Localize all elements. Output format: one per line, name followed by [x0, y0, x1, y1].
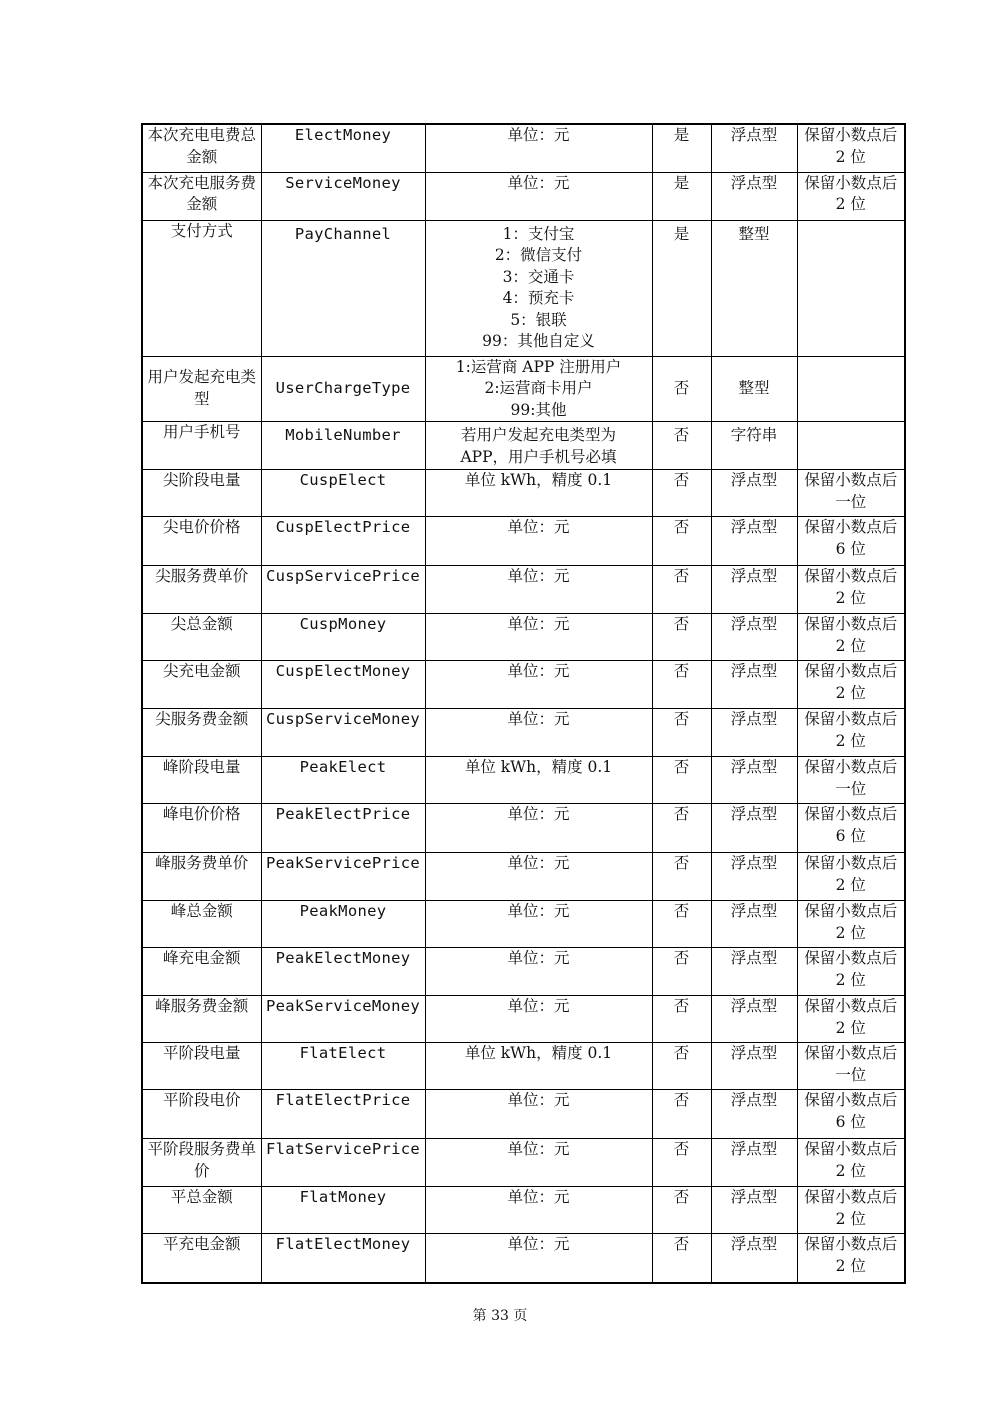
field-code-cell: PeakElect — [261, 757, 425, 804]
field-code-cell: FlatElect — [261, 1043, 425, 1090]
description-line: 若用户发起充电类型为 — [460, 426, 616, 444]
description-line: 单位 kWh，精度 0.1 — [464, 1044, 613, 1062]
required-cell: 是 — [652, 124, 711, 172]
remark-cell: 保留小数点后 2 位 — [797, 853, 905, 901]
description-line: 1:运营商 APP 注册用户 — [455, 357, 622, 376]
description-line: 3：交通卡 — [502, 267, 575, 286]
required-cell: 否 — [652, 853, 711, 901]
description-line: 单位：元 — [507, 518, 570, 536]
remark-cell: 保留小数点后 6 位 — [797, 1090, 905, 1139]
field-code-cell: FlatElectPrice — [261, 1090, 425, 1139]
data-type-cell: 浮点型 — [711, 517, 797, 566]
field-name-cell: 本次充电服务费金额 — [142, 172, 261, 220]
field-description-cell — [425, 614, 652, 661]
remark-cell: 保留小数点后 2 位 — [797, 709, 905, 757]
required-cell: 否 — [652, 709, 711, 757]
remark-cell: 保留小数点后 2 位 — [797, 948, 905, 996]
description-line: 单位：元 — [507, 662, 570, 680]
table-row — [142, 757, 905, 804]
data-type-cell: 浮点型 — [711, 661, 797, 709]
field-description-cell — [425, 172, 652, 220]
field-code-cell: PeakServiceMoney — [261, 996, 425, 1043]
description-line: 2：微信支付 — [494, 246, 583, 264]
field-code-cell: CuspElectMoney — [261, 661, 425, 709]
required-cell: 否 — [652, 517, 711, 566]
required-cell: 否 — [652, 1090, 711, 1139]
field-description-cell — [425, 901, 652, 948]
required-cell: 否 — [652, 422, 711, 470]
description-line: 单位：元 — [507, 710, 570, 728]
description-line: 单位：元 — [507, 997, 570, 1015]
field-description-cell — [425, 124, 652, 172]
description-line: 单位 kWh，精度 0.1 — [464, 471, 613, 489]
remark-cell: 保留小数点后 2 位 — [797, 124, 905, 172]
data-type-cell: 浮点型 — [711, 172, 797, 220]
field-code-cell: CuspElect — [261, 470, 425, 517]
data-type-cell: 浮点型 — [711, 470, 797, 517]
table-row — [142, 709, 905, 757]
remark-cell: 保留小数点后 2 位 — [797, 172, 905, 220]
remark-cell — [797, 422, 905, 470]
field-name-cell: 用户发起充电类型 — [142, 356, 261, 422]
required-cell: 否 — [652, 1043, 711, 1090]
field-code-cell: CuspServiceMoney — [261, 709, 425, 757]
required-cell: 否 — [652, 948, 711, 996]
field-code-cell: ElectMoney — [261, 124, 425, 172]
field-name-cell: 平阶段电量 — [142, 1043, 261, 1090]
field-name-cell: 平阶段服务费单价 — [142, 1139, 261, 1187]
required-cell: 否 — [652, 566, 711, 614]
table-row — [142, 172, 905, 220]
data-type-cell: 浮点型 — [711, 1187, 797, 1234]
remark-cell — [797, 356, 905, 422]
description-line: 5：银联 — [510, 310, 567, 329]
required-cell: 否 — [652, 1139, 711, 1187]
field-code-cell: PeakServicePrice — [261, 853, 425, 901]
remark-cell: 保留小数点后 2 位 — [797, 614, 905, 661]
field-code-cell: UserChargeType — [261, 356, 425, 422]
table-row — [142, 804, 905, 853]
table-row — [142, 614, 905, 661]
description-line: 单位：元 — [507, 615, 570, 633]
required-cell: 是 — [652, 220, 711, 356]
data-type-cell: 浮点型 — [711, 996, 797, 1043]
table-row — [142, 948, 905, 996]
field-name-cell: 峰总金额 — [142, 901, 261, 948]
field-description-cell — [425, 1043, 652, 1090]
field-code-cell: ServiceMoney — [261, 172, 425, 220]
table-row — [142, 1090, 905, 1139]
data-type-cell: 浮点型 — [711, 757, 797, 804]
field-description-cell — [425, 1187, 652, 1234]
table-row — [142, 566, 905, 614]
field-description-cell — [425, 996, 652, 1043]
remark-cell: 保留小数点后一位 — [797, 1043, 905, 1090]
field-code-cell: CuspElectPrice — [261, 517, 425, 566]
data-type-cell: 整型 — [711, 356, 797, 422]
page-number: 第 33 页 — [472, 1308, 528, 1324]
field-description-cell — [425, 220, 652, 356]
table-row — [142, 422, 905, 470]
required-cell: 否 — [652, 996, 711, 1043]
description-line: 单位 kWh，精度 0.1 — [464, 758, 613, 776]
field-name-cell: 用户手机号 — [142, 422, 261, 470]
description-line: 单位：元 — [507, 567, 570, 585]
description-line: 单位：元 — [507, 902, 570, 920]
required-cell: 否 — [652, 1187, 711, 1234]
field-description-cell — [425, 661, 652, 709]
field-name-cell: 峰阶段电量 — [142, 757, 261, 804]
field-spec-table — [141, 123, 906, 1284]
field-name-cell: 峰充电金额 — [142, 948, 261, 996]
data-type-cell: 浮点型 — [711, 709, 797, 757]
field-description-cell — [425, 757, 652, 804]
description-line: 单位：元 — [507, 173, 570, 192]
table-row — [142, 853, 905, 901]
table-row — [142, 1043, 905, 1090]
required-cell: 否 — [652, 1234, 711, 1283]
table-row — [142, 996, 905, 1043]
field-description-cell — [425, 422, 652, 470]
table-row — [142, 124, 905, 172]
description-line: 1：支付宝 — [502, 224, 575, 243]
required-cell: 否 — [652, 470, 711, 517]
field-name-cell: 尖服务费单价 — [142, 566, 261, 614]
field-code-cell: FlatMoney — [261, 1187, 425, 1234]
data-type-cell: 浮点型 — [711, 124, 797, 172]
remark-cell — [797, 220, 905, 356]
data-type-cell: 浮点型 — [711, 1043, 797, 1090]
data-type-cell: 浮点型 — [711, 1090, 797, 1139]
description-line: 单位：元 — [507, 949, 570, 967]
remark-cell: 保留小数点后 2 位 — [797, 901, 905, 948]
required-cell: 否 — [652, 901, 711, 948]
remark-cell: 保留小数点后 6 位 — [797, 804, 905, 853]
data-type-cell: 字符串 — [711, 422, 797, 470]
field-name-cell: 峰服务费单价 — [142, 853, 261, 901]
required-cell: 是 — [652, 172, 711, 220]
field-spec-table-body — [142, 124, 905, 1283]
description-line: 99：其他自定义 — [482, 332, 595, 350]
field-name-cell: 峰电价价格 — [142, 804, 261, 853]
field-code-cell: CuspServicePrice — [261, 566, 425, 614]
data-type-cell: 浮点型 — [711, 853, 797, 901]
description-line: APP，用户手机号必填 — [460, 447, 617, 466]
field-name-cell: 尖充电金额 — [142, 661, 261, 709]
field-name-cell: 尖服务费金额 — [142, 709, 261, 757]
table-row — [142, 1187, 905, 1234]
field-code-cell: CuspMoney — [261, 614, 425, 661]
description-line: 单位：元 — [507, 854, 570, 872]
data-type-cell: 浮点型 — [711, 1139, 797, 1187]
description-line: 单位：元 — [507, 126, 570, 144]
field-description-cell — [425, 356, 652, 422]
data-type-cell: 整型 — [711, 220, 797, 356]
data-type-cell: 浮点型 — [711, 948, 797, 996]
field-name-cell: 平充电金额 — [142, 1234, 261, 1283]
table-row — [142, 901, 905, 948]
description-line: 单位：元 — [507, 1235, 570, 1253]
field-description-cell — [425, 804, 652, 853]
description-line: 4：预充卡 — [502, 289, 575, 307]
remark-cell: 保留小数点后 2 位 — [797, 1139, 905, 1187]
table-row — [142, 470, 905, 517]
field-code-cell: FlatElectMoney — [261, 1234, 425, 1283]
field-code-cell: PeakMoney — [261, 901, 425, 948]
description-line: 单位：元 — [507, 1140, 570, 1158]
data-type-cell: 浮点型 — [711, 1234, 797, 1283]
description-line: 单位：元 — [507, 1188, 570, 1206]
field-name-cell: 尖阶段电量 — [142, 470, 261, 517]
description-line: 2:运营商卡用户 — [484, 379, 593, 397]
required-cell: 否 — [652, 804, 711, 853]
table-row — [142, 1139, 905, 1187]
description-line: 单位：元 — [507, 805, 570, 823]
remark-cell: 保留小数点后 6 位 — [797, 517, 905, 566]
data-type-cell: 浮点型 — [711, 804, 797, 853]
field-code-cell: PeakElectPrice — [261, 804, 425, 853]
remark-cell: 保留小数点后 2 位 — [797, 996, 905, 1043]
remark-cell: 保留小数点后 2 位 — [797, 1187, 905, 1234]
data-type-cell: 浮点型 — [711, 614, 797, 661]
data-type-cell: 浮点型 — [711, 566, 797, 614]
required-cell: 否 — [652, 356, 711, 422]
field-code-cell: PayChannel — [261, 220, 425, 356]
field-name-cell: 尖总金额 — [142, 614, 261, 661]
description-line: 99:其他 — [510, 400, 567, 419]
table-row — [142, 1234, 905, 1283]
field-description-cell — [425, 1090, 652, 1139]
field-description-cell — [425, 470, 652, 517]
field-description-cell — [425, 853, 652, 901]
field-name-cell: 平总金额 — [142, 1187, 261, 1234]
table-row — [142, 356, 905, 422]
remark-cell: 保留小数点后 2 位 — [797, 661, 905, 709]
field-name-cell: 峰服务费金额 — [142, 996, 261, 1043]
field-code-cell: MobileNumber — [261, 422, 425, 470]
field-description-cell — [425, 709, 652, 757]
field-code-cell: PeakElectMoney — [261, 948, 425, 996]
field-name-cell: 支付方式 — [142, 220, 261, 356]
table-row — [142, 661, 905, 709]
description-line: 单位：元 — [507, 1091, 570, 1109]
remark-cell: 保留小数点后 2 位 — [797, 566, 905, 614]
remark-cell: 保留小数点后 2 位 — [797, 1234, 905, 1283]
required-cell: 否 — [652, 614, 711, 661]
field-name-cell: 平阶段电价 — [142, 1090, 261, 1139]
remark-cell: 保留小数点后一位 — [797, 470, 905, 517]
field-description-cell — [425, 1234, 652, 1283]
data-type-cell: 浮点型 — [711, 901, 797, 948]
field-description-cell — [425, 566, 652, 614]
table-row — [142, 220, 905, 356]
table-row — [142, 517, 905, 566]
remark-cell: 保留小数点后一位 — [797, 757, 905, 804]
field-description-cell — [425, 1139, 652, 1187]
required-cell: 否 — [652, 757, 711, 804]
field-name-cell: 本次充电电费总金额 — [142, 124, 261, 172]
field-code-cell: FlatServicePrice — [261, 1139, 425, 1187]
field-description-cell — [425, 517, 652, 566]
field-description-cell — [425, 948, 652, 996]
field-name-cell: 尖电价价格 — [142, 517, 261, 566]
required-cell: 否 — [652, 661, 711, 709]
